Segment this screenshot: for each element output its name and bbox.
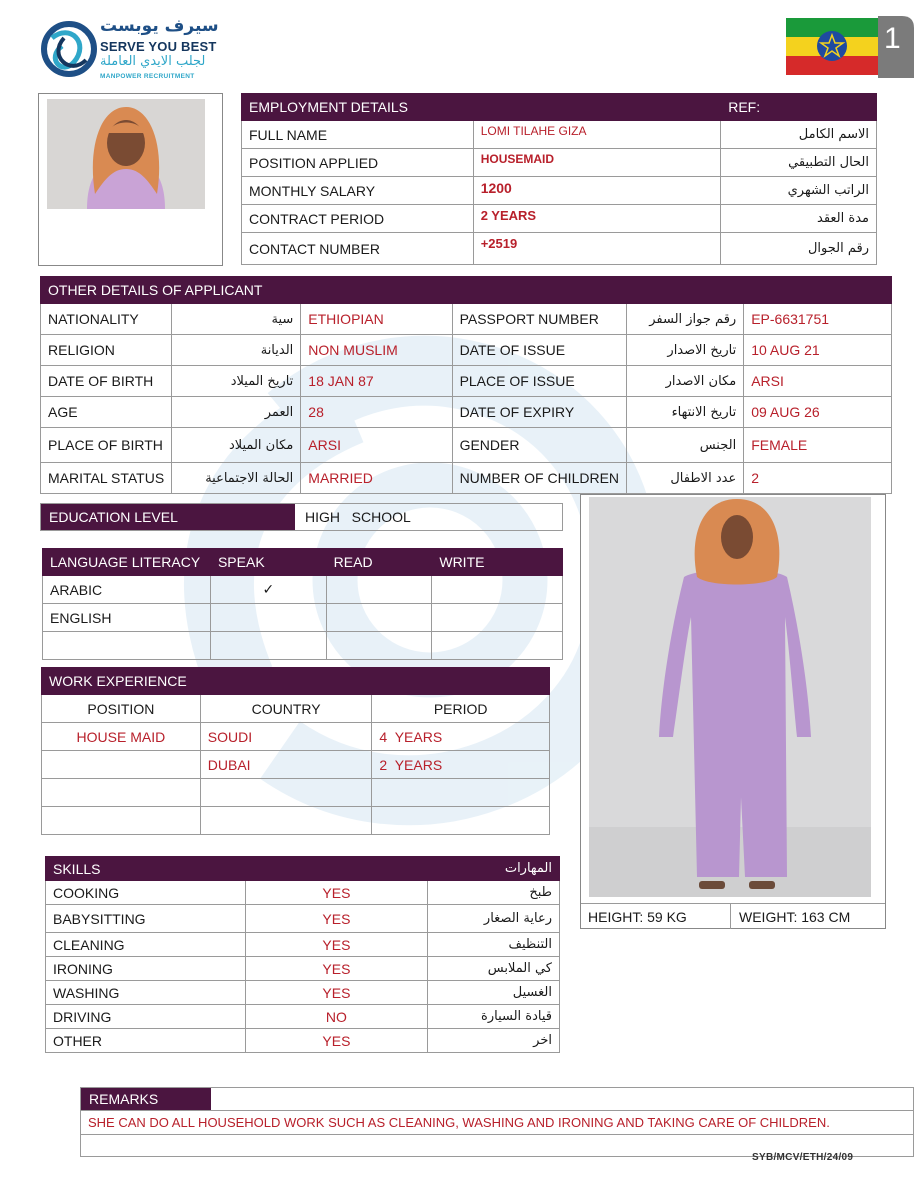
position-applied-value: HOUSEMAID <box>473 149 721 177</box>
weight-measurement: WEIGHT: 163 CM <box>731 903 885 929</box>
english-speak <box>210 604 326 632</box>
contract-period-value: 2 YEARS <box>473 205 721 233</box>
monthly-salary-arabic: الراتب الشهري <box>721 177 877 205</box>
position-applied-label: POSITION APPLIED <box>242 149 474 177</box>
work-country <box>200 779 372 807</box>
logo-arabic-name: سيرف يوبست <box>100 16 219 36</box>
gender-value: FEMALE <box>744 428 892 463</box>
country-column-header: COUNTRY <box>200 695 372 723</box>
date-of-issue-value: 10 AUG 21 <box>744 335 892 366</box>
full-name-label: FULL NAME <box>242 121 474 149</box>
language-name <box>43 632 211 660</box>
work-position: HOUSE MAID <box>42 723 201 751</box>
portrait-photo <box>47 99 205 209</box>
date-of-expiry-value: 09 AUG 26 <box>744 397 892 428</box>
gender-arabic: الجنس <box>627 428 744 463</box>
position-column-header: POSITION <box>42 695 201 723</box>
skill-name: DRIVING <box>46 1005 246 1029</box>
skill-value: YES <box>245 981 427 1005</box>
logo-knot-icon <box>40 18 98 80</box>
date-of-issue-arabic: تاريخ الاصدار <box>627 335 744 366</box>
marital-status-label: MARITAL STATUS <box>41 463 172 494</box>
work-period <box>372 779 550 807</box>
full-name-arabic: الاسم الكامل <box>721 121 877 149</box>
skill-name: IRONING <box>46 957 246 981</box>
language-literacy-table <box>42 548 563 660</box>
gender-label: GENDER <box>452 428 626 463</box>
ethiopia-flag <box>786 16 914 78</box>
position-applied-arabic: الحال التطبيقي <box>721 149 877 177</box>
remarks-section <box>80 1087 914 1157</box>
english-write <box>432 604 563 632</box>
language-name: ENGLISH <box>43 604 211 632</box>
place-of-issue-arabic: مكان الاصدار <box>627 366 744 397</box>
skill-name: COOKING <box>46 881 246 905</box>
logo-subtitle: MANPOWER RECRUITMENT <box>100 73 195 80</box>
skill-value: YES <box>245 1029 427 1053</box>
skill-arabic: طبخ <box>428 881 560 905</box>
work-position <box>42 751 201 779</box>
education-level-label: EDUCATION LEVEL <box>41 504 295 530</box>
date-of-birth-label: DATE OF BIRTH <box>41 366 172 397</box>
education-level-value: HIGH SCHOOL <box>305 509 411 525</box>
date-of-expiry-label: DATE OF EXPIRY <box>452 397 626 428</box>
number-of-children-arabic: عدد الاطفال <box>627 463 744 494</box>
period-column-header: PERIOD <box>372 695 550 723</box>
work-period: 4 YEARS <box>372 723 550 751</box>
remarks-header: REMARKS <box>81 1088 211 1110</box>
page-number-badge: 1 <box>884 22 901 55</box>
empty-speak <box>210 632 326 660</box>
contract-period-arabic: مدة العقد <box>721 205 877 233</box>
passport-number-label: PASSPORT NUMBER <box>452 304 626 335</box>
work-position <box>42 807 201 835</box>
date-of-issue-label: DATE OF ISSUE <box>452 335 626 366</box>
marital-status-value: MARRIED <box>301 463 452 494</box>
place-of-issue-label: PLACE OF ISSUE <box>452 366 626 397</box>
work-period <box>372 807 550 835</box>
date-of-birth-arabic: تاريخ الميلاد <box>172 366 301 397</box>
skill-arabic: قيادة السيارة <box>428 1005 560 1029</box>
skill-name: CLEANING <box>46 933 246 957</box>
language-literacy-header: LANGUAGE LITERACY <box>43 549 211 576</box>
speak-header: SPEAK <box>210 549 326 576</box>
employment-details-header: EMPLOYMENT DETAILS <box>242 94 721 121</box>
skill-name: OTHER <box>46 1029 246 1053</box>
work-country <box>200 807 372 835</box>
monthly-salary-value: 1200 <box>473 177 721 205</box>
remarks-text: SHE CAN DO ALL HOUSEHOLD WORK SUCH AS CLEANING, WASHING AND IRONING AND TAKING CARE OF CHILDREN. <box>81 1111 913 1135</box>
marital-status-arabic: الحالة الاجتماعية <box>172 463 301 494</box>
skills-table <box>45 856 560 1053</box>
other-details-header: OTHER DETAILS OF APPLICANT <box>41 277 453 304</box>
skills-header-arabic: المهارات <box>428 857 560 881</box>
full-length-photo <box>589 497 871 897</box>
skill-arabic: التنظيف <box>428 933 560 957</box>
religion-label: RELIGION <box>41 335 172 366</box>
age-label: AGE <box>41 397 172 428</box>
skills-header: SKILLS <box>46 857 428 881</box>
religion-arabic: الديانة <box>172 335 301 366</box>
contact-number-label: CONTACT NUMBER <box>242 233 474 265</box>
full-name-value: LOMI TILAHE GIZA <box>473 121 721 149</box>
full-length-photo-frame <box>580 494 886 929</box>
logo-english-name: SERVE YOU BEST <box>100 39 217 54</box>
write-header: WRITE <box>432 549 563 576</box>
arabic-read <box>326 576 432 604</box>
language-name: ARABIC <box>43 576 211 604</box>
date-of-expiry-arabic: تاريخ الانتهاء <box>627 397 744 428</box>
company-logo <box>40 16 230 86</box>
number-of-children-label: NUMBER OF CHILDREN <box>452 463 626 494</box>
height-measurement: HEIGHT: 59 KG <box>581 903 731 929</box>
other-details-table <box>40 276 892 494</box>
education-level-row <box>40 503 563 531</box>
skill-value: YES <box>245 905 427 933</box>
work-experience-table <box>41 667 550 835</box>
skill-value: NO <box>245 1005 427 1029</box>
skill-arabic: كي الملابس <box>428 957 560 981</box>
logo-arabic-tagline: لجلب الايدي العاملة <box>100 54 206 69</box>
read-header: READ <box>326 549 432 576</box>
work-country: DUBAI <box>200 751 372 779</box>
work-position <box>42 779 201 807</box>
place-of-birth-arabic: مكان الميلاد <box>172 428 301 463</box>
skill-arabic: رعاية الصغار <box>428 905 560 933</box>
nationality-label: NATIONALITY <box>41 304 172 335</box>
religion-value: NON MUSLIM <box>301 335 452 366</box>
arabic-write <box>432 576 563 604</box>
place-of-issue-value: ARSI <box>744 366 892 397</box>
skill-value: YES <box>245 933 427 957</box>
passport-number-value: EP-6631751 <box>744 304 892 335</box>
place-of-birth-label: PLACE OF BIRTH <box>41 428 172 463</box>
empty-read <box>326 632 432 660</box>
nationality-arabic: سية <box>172 304 301 335</box>
document-code: SYB/MCV/ETH/24/09 <box>752 1152 854 1163</box>
arabic-speak-check-icon: ✓ <box>210 576 326 604</box>
contact-number-arabic: رقم الجوال <box>721 233 877 265</box>
english-read <box>326 604 432 632</box>
number-of-children-value: 2 <box>744 463 892 494</box>
empty-write <box>432 632 563 660</box>
skill-value: YES <box>245 881 427 905</box>
skill-arabic: الغسيل <box>428 981 560 1005</box>
employment-details-table <box>241 93 877 265</box>
date-of-birth-value: 18 JAN 87 <box>301 366 452 397</box>
portrait-photo-frame <box>38 93 223 266</box>
work-experience-header: WORK EXPERIENCE <box>42 668 550 695</box>
age-value: 28 <box>301 397 452 428</box>
monthly-salary-label: MONTHLY SALARY <box>242 177 474 205</box>
nationality-value: ETHIOPIAN <box>301 304 452 335</box>
passport-number-arabic: رقم جواز السفر <box>627 304 744 335</box>
skill-name: WASHING <box>46 981 246 1005</box>
contact-number-value: +2519 <box>473 233 721 265</box>
ref-label: REF: <box>721 94 877 121</box>
skill-arabic: اخر <box>428 1029 560 1053</box>
work-country: SOUDI <box>200 723 372 751</box>
place-of-birth-value: ARSI <box>301 428 452 463</box>
contract-period-label: CONTRACT PERIOD <box>242 205 474 233</box>
work-period: 2 YEARS <box>372 751 550 779</box>
skill-value: YES <box>245 957 427 981</box>
age-arabic: العمر <box>172 397 301 428</box>
skill-name: BABYSITTING <box>46 905 246 933</box>
